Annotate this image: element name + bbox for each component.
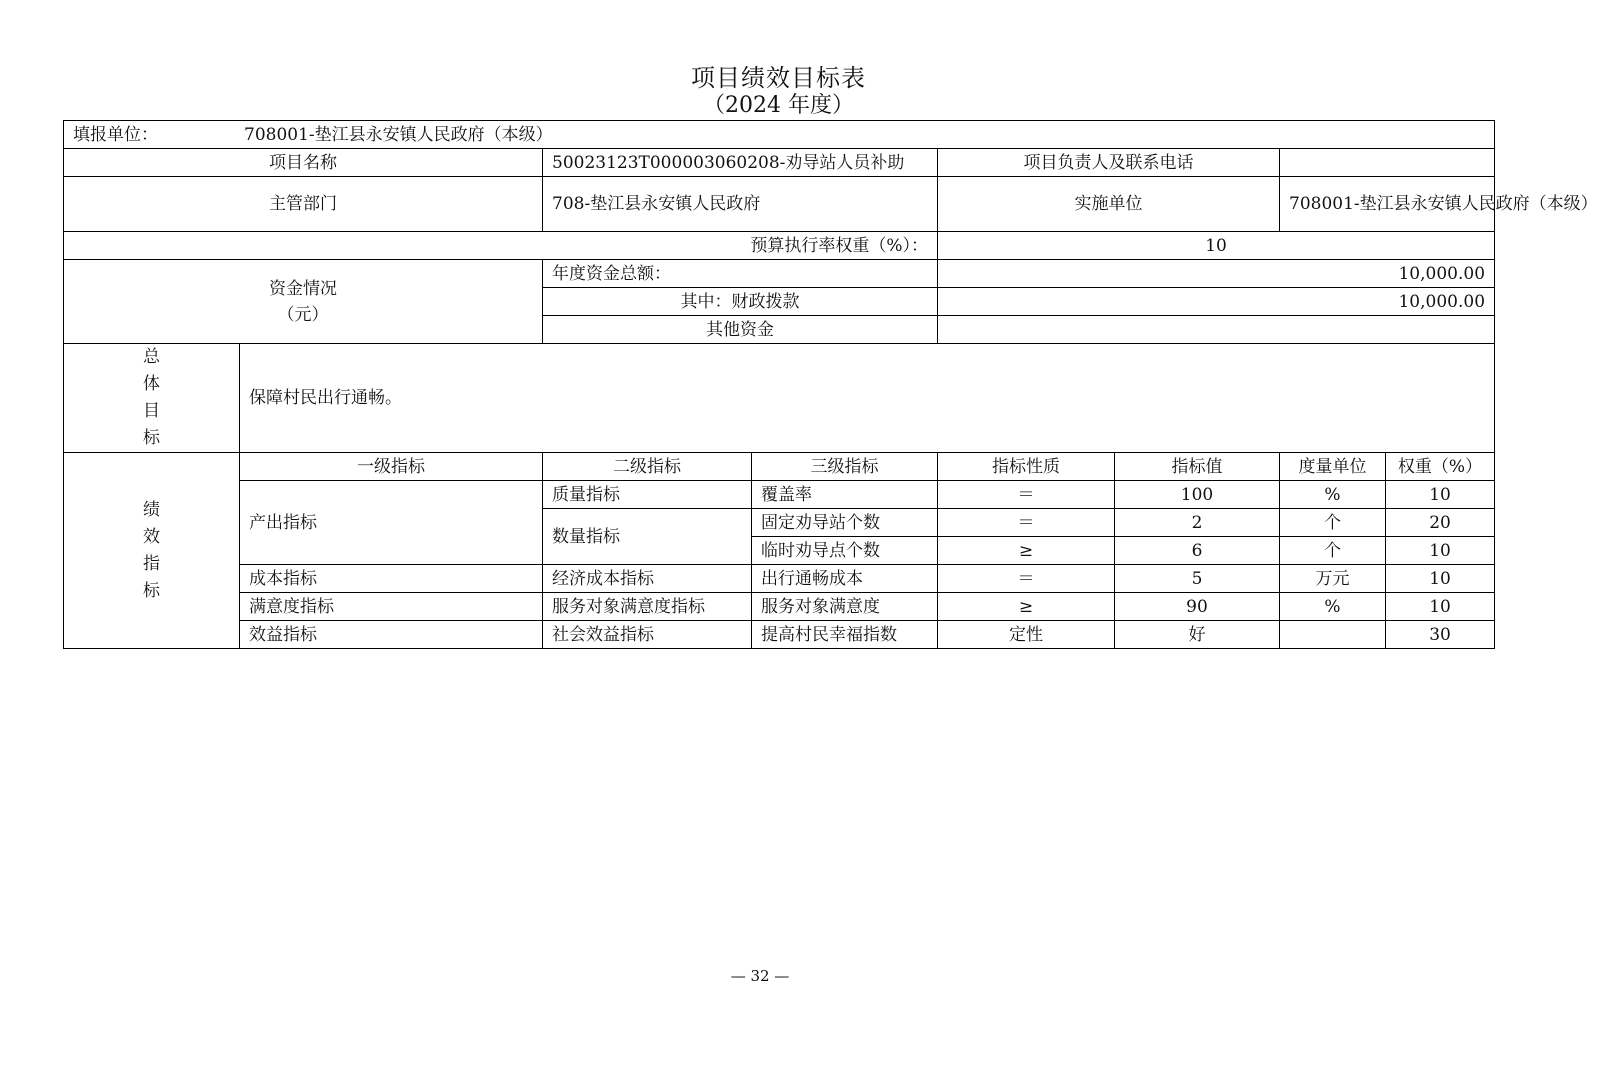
header-level2: 二级指标 bbox=[543, 453, 752, 481]
indicator-char: 绩 bbox=[142, 499, 160, 520]
indicator-value: 好 bbox=[1115, 621, 1280, 649]
funds-fiscal-value: 10,000.00 bbox=[938, 288, 1495, 316]
table-row bbox=[64, 621, 1495, 649]
indicator-level2: 数量指标 bbox=[543, 509, 752, 565]
indicator-unit: 个 bbox=[1280, 537, 1386, 565]
indicator-char: 指 bbox=[142, 553, 160, 574]
indicator-level1: 满意度指标 bbox=[240, 593, 543, 621]
project-name-row bbox=[64, 149, 1495, 177]
table-row bbox=[64, 565, 1495, 593]
page-number: — 32 — bbox=[730, 967, 790, 985]
indicator-unit: 万元 bbox=[1280, 565, 1386, 593]
indicator-level3: 临时劝导点个数 bbox=[752, 537, 938, 565]
table-row bbox=[64, 593, 1495, 621]
indicator-value: 90 bbox=[1115, 593, 1280, 621]
indicator-level2: 质量指标 bbox=[543, 481, 752, 509]
header-nature: 指标性质 bbox=[938, 453, 1115, 481]
indicator-value: 100 bbox=[1115, 481, 1280, 509]
project-name-label: 项目名称 bbox=[64, 149, 543, 177]
budget-weight-label: 预算执行率权重（%）： bbox=[64, 232, 938, 260]
goal-char: 目 bbox=[142, 401, 160, 421]
indicator-level3: 覆盖率 bbox=[752, 481, 938, 509]
funds-annual-value: 10,000.00 bbox=[938, 260, 1495, 288]
indicator-weight: 30 bbox=[1386, 621, 1495, 649]
indicator-nature: ≥ bbox=[938, 537, 1115, 565]
budget-weight-value: 10 bbox=[938, 232, 1495, 260]
header-unit: 度量单位 bbox=[1280, 453, 1386, 481]
indicators-label bbox=[64, 453, 240, 649]
indicator-weight: 20 bbox=[1386, 509, 1495, 537]
overall-goal-label bbox=[64, 344, 240, 453]
indicator-nature: ≥ bbox=[938, 593, 1115, 621]
indicator-weight: 10 bbox=[1386, 593, 1495, 621]
header-level1: 一级指标 bbox=[240, 453, 543, 481]
page-title: 项目绩效目标表 bbox=[691, 64, 866, 92]
indicator-level1: 产出指标 bbox=[240, 481, 543, 565]
indicator-unit: % bbox=[1280, 593, 1386, 621]
goal-char: 总 bbox=[142, 347, 160, 367]
funds-fiscal-label: 其中：财政拨款 bbox=[543, 288, 938, 316]
department-label: 主管部门 bbox=[64, 177, 543, 232]
header-level3: 三级指标 bbox=[752, 453, 938, 481]
department-value: 708-垫江县永安镇人民政府 bbox=[543, 177, 938, 232]
indicator-weight: 10 bbox=[1386, 481, 1495, 509]
goal-char: 体 bbox=[142, 374, 160, 394]
indicator-weight: 10 bbox=[1386, 537, 1495, 565]
indicator-char: 标 bbox=[142, 580, 160, 601]
header-value: 指标值 bbox=[1115, 453, 1280, 481]
reporting-unit-row bbox=[64, 121, 1495, 149]
funds-other-label: 其他资金 bbox=[543, 316, 938, 344]
project-name-value: 50023123T000003060208-劝导站人员补助 bbox=[543, 149, 938, 177]
department-row bbox=[64, 177, 1495, 232]
page-subtitle: （2024 年度） bbox=[703, 93, 854, 118]
funds-other-value bbox=[938, 316, 1495, 344]
reporting-unit-cell bbox=[64, 121, 1495, 149]
table-row bbox=[64, 481, 1495, 509]
indicator-unit: % bbox=[1280, 481, 1386, 509]
funds-annual-row bbox=[64, 260, 1495, 288]
indicator-level3: 固定劝导站个数 bbox=[752, 509, 938, 537]
overall-goal-row bbox=[64, 344, 1495, 453]
budget-weight-row bbox=[64, 232, 1495, 260]
indicator-nature: 定性 bbox=[938, 621, 1115, 649]
indicator-level1: 成本指标 bbox=[240, 565, 543, 593]
funds-label-line1: 资金情况 bbox=[269, 278, 337, 299]
indicator-nature: ＝ bbox=[938, 565, 1115, 593]
overall-goal-value: 保障村民出行通畅。 bbox=[240, 344, 1495, 453]
implementing-unit-value: 708001-垫江县永安镇人民政府（本级） bbox=[1280, 177, 1495, 232]
indicator-level3: 出行通畅成本 bbox=[752, 565, 938, 593]
indicator-nature: ＝ bbox=[938, 509, 1115, 537]
project-contact-value bbox=[1280, 149, 1495, 177]
indicator-level2: 服务对象满意度指标 bbox=[543, 593, 752, 621]
reporting-unit-label: 填报单位： bbox=[73, 124, 158, 145]
funds-label bbox=[64, 260, 543, 344]
indicator-level3: 提高村民幸福指数 bbox=[752, 621, 938, 649]
indicator-unit: 个 bbox=[1280, 509, 1386, 537]
performance-target-table bbox=[63, 120, 1598, 649]
indicator-nature: ＝ bbox=[938, 481, 1115, 509]
header-weight: 权重（%） bbox=[1386, 453, 1495, 481]
indicator-level3: 服务对象满意度 bbox=[752, 593, 938, 621]
indicator-value: 5 bbox=[1115, 565, 1280, 593]
indicator-weight: 10 bbox=[1386, 565, 1495, 593]
indicator-level1: 效益指标 bbox=[240, 621, 543, 649]
implementing-unit-label: 实施单位 bbox=[938, 177, 1280, 232]
reporting-unit-value: 708001-垫江县永安镇人民政府（本级） bbox=[244, 124, 553, 145]
funds-annual-label: 年度资金总额： bbox=[543, 260, 938, 288]
indicator-level2: 社会效益指标 bbox=[543, 621, 752, 649]
goal-char: 标 bbox=[142, 428, 160, 448]
funds-label-line2: （元） bbox=[277, 304, 329, 325]
project-contact-label: 项目负责人及联系电话 bbox=[938, 149, 1280, 177]
indicator-header-row bbox=[64, 453, 1495, 481]
indicator-value: 2 bbox=[1115, 509, 1280, 537]
indicator-level2: 经济成本指标 bbox=[543, 565, 752, 593]
indicator-value: 6 bbox=[1115, 537, 1280, 565]
indicator-unit bbox=[1280, 621, 1386, 649]
indicator-char: 效 bbox=[142, 526, 160, 547]
